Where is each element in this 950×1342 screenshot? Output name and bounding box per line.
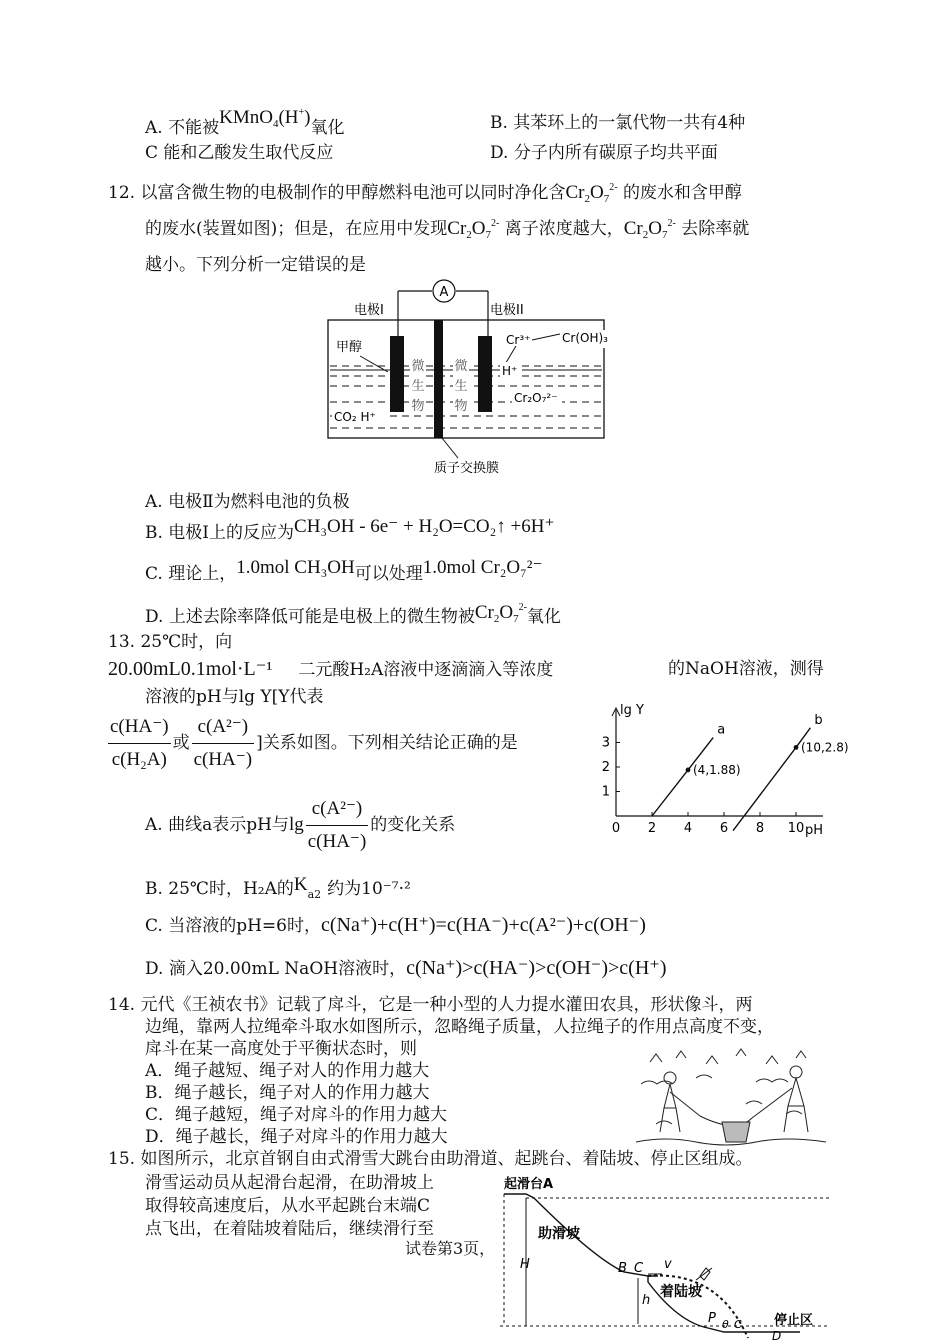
stop-zone-label: 停止区 bbox=[774, 1313, 814, 1328]
svg-text:微: 微 bbox=[411, 359, 425, 374]
series-point-label-a: (4,1.88) bbox=[693, 762, 741, 777]
q13-option-b: B. 25℃时，H₂A的$K_{a2}$ 约为10⁻⁷·² bbox=[145, 874, 411, 901]
svg-text:θ: θ bbox=[722, 1318, 729, 1331]
q14-stem-line2: 边绳，靠两人拉绳牵斗取水如图所示，忽略绳子质量，人拉绳子的作用点高度不变， bbox=[145, 1017, 774, 1037]
y-tick-label: 1 bbox=[601, 784, 610, 800]
landing-slope-label: 着陆坡 bbox=[660, 1284, 702, 1300]
q11-option-a: A. 不能被KMnO$_4$(H+)氧化 bbox=[145, 107, 345, 138]
svg-text:P: P bbox=[708, 1311, 716, 1326]
series-point-a bbox=[686, 768, 691, 773]
svg-text:H: H bbox=[520, 1257, 530, 1272]
start-platform-label: 起滑台A bbox=[504, 1177, 554, 1192]
q13-stem-line4: $\frac{c(HA^-)}{\text{c(H₂A)}}$ 或 $\frac{\text{c(A²⁻)}}{c(HA^-)}$ ]关系如图。下列相关结论正确的是 bbox=[106, 712, 518, 775]
croh3-label: Cr(OH)₃ bbox=[562, 331, 608, 345]
series-point-b bbox=[794, 745, 799, 750]
series-name-a: a bbox=[717, 722, 726, 738]
q13-stem-line3: 溶液的pH与lg Y[Y代表 bbox=[145, 687, 324, 707]
electrode1-label: 电极I bbox=[354, 303, 384, 318]
q13-stem-line1: 13. 25℃时，向 bbox=[108, 632, 233, 652]
svg-text:生: 生 bbox=[411, 379, 425, 394]
co2-h-label: CO₂ H⁺ bbox=[334, 410, 376, 424]
svg-text:微: 微 bbox=[454, 359, 468, 374]
x-tick-label: 2 bbox=[647, 821, 657, 836]
q13-stem-line2: 20.00mL0.1mol·L⁻¹ 二元酸H₂A溶液中逐滴滴入等浓度 bbox=[108, 658, 554, 680]
cr3-label: Cr³⁺ bbox=[506, 333, 531, 347]
proton-exchange-membrane bbox=[434, 320, 443, 438]
q11-option-d: D. 分子内所有碳原子均共平面 bbox=[490, 143, 718, 163]
q15-stem-line2: 滑雪运动员从起滑台起滑，在助滑坡上 bbox=[145, 1173, 434, 1193]
x-tick-label: 10 bbox=[787, 821, 805, 836]
q14-option-d: D．绳子越长，绳子对戽斗的作用力越大 bbox=[145, 1127, 448, 1147]
x-tick-label: 0 bbox=[611, 821, 621, 836]
q12-stem-line3: 越小。下列分析一定错误的是 bbox=[145, 255, 366, 275]
q14-stem-line3: 戽斗在某一高度处于平衡状态时，则 bbox=[145, 1039, 417, 1059]
x-tick-label: 4 bbox=[683, 821, 693, 836]
q14-option-b: B．绳子越长，绳子对人的作用力越大 bbox=[145, 1083, 430, 1103]
dichromate-formula: $Cr_2O_7^{2-}$ bbox=[474, 602, 527, 625]
q11-option-b: B. 其苯环上的一氯代物一共有4种 bbox=[490, 113, 746, 133]
series-point-label-b: (10,2.8) bbox=[801, 740, 849, 755]
q13-option-a: A. 曲线a表示pH与lg $\frac{\text{c(A²⁻)}}{c(HA^-)}$ 的变化关系 bbox=[145, 794, 455, 857]
q12-stem-line1: 12. 以富含微生物的电极制作的甲醇燃料电池可以同时净化含$Cr_2O_7^{2-}$ 的废水和含甲醇 bbox=[108, 182, 742, 205]
q14-stem-line1: 14. 元代《王祯农书》记载了戽斗，它是一种小型的人力提水灌田农具，形状像斗，两 bbox=[108, 995, 753, 1015]
q11-option-c: C 能和乙酸发生取代反应 bbox=[145, 143, 334, 163]
svg-text:C: C bbox=[734, 1318, 742, 1331]
svg-text:物: 物 bbox=[411, 399, 425, 414]
approach-slope-label: 助滑坡 bbox=[538, 1226, 580, 1242]
dichromate-formula: $Cr_2O_7^{2-}$ bbox=[565, 182, 618, 205]
svg-text:h: h bbox=[642, 1293, 651, 1308]
ph-lgy-chart bbox=[596, 672, 862, 842]
q12-stem-line2: 的废水(装置如图)；但是，在应用中发现$Cr_2O_7^{2-}$ 离子浓度越大，$Cr_2O_7^{2-}$ 去除率就 bbox=[145, 218, 750, 241]
y-tick-label: 2 bbox=[601, 760, 610, 775]
membrane-label: 质子交换膜 bbox=[434, 461, 500, 476]
electrode2-label: 电极II bbox=[490, 303, 524, 318]
y-axis-label: lg Y bbox=[620, 703, 644, 718]
q13-option-d: D. 滴入20.00mL NaOH溶液时，c(Na⁺)>c(HA⁻)>c(OH⁻)>c(H⁺) bbox=[145, 957, 667, 979]
series-name-b: b bbox=[814, 712, 823, 728]
svg-text:v: v bbox=[664, 1257, 672, 1272]
q15-stem-line1: 15. 如图所示，北京首钢自由式滑雪大跳台由助滑道、起跳台、着陆坡、停止区组成。 bbox=[108, 1149, 753, 1169]
q12-option-c: C. 理论上，1.0mol CH₃OH可以处理1.0mol Cr₂O₇²⁻ bbox=[145, 557, 543, 584]
fraction-a-ha: $\frac{\text{c(A²⁻)}}{c(HA^-)}$ bbox=[192, 712, 255, 775]
x-tick-label: 6 bbox=[719, 821, 729, 836]
svg-text:B: B bbox=[618, 1261, 627, 1276]
q12-option-d: D. 上述去除率降低可能是电极上的微生物被$Cr_2O_7^{2-}$氧化 bbox=[145, 602, 561, 627]
q14-option-a: A．绳子越短、绳子对人的作用力越大 bbox=[145, 1061, 430, 1081]
series-line-b bbox=[733, 728, 810, 831]
svg-text:C: C bbox=[634, 1261, 644, 1276]
fraction-ha-h2a: $\frac{c(HA^-)}{\text{c(H₂A)}}$ bbox=[108, 712, 171, 775]
electrode1 bbox=[390, 336, 404, 412]
q13-option-c: C. 当溶液的pH=6时，c(Na⁺)+c(H⁺)=c(HA⁻)+c(A²⁻)+c(OH⁻) bbox=[145, 914, 646, 936]
irrigation-bucket-illustration bbox=[636, 1044, 826, 1150]
svg-text:物: 物 bbox=[454, 399, 468, 414]
x-axis-label: pH bbox=[805, 823, 824, 838]
q13-stem-line2-end: 的NaOH溶液，测得 bbox=[668, 659, 824, 679]
skier-icon bbox=[696, 1268, 712, 1280]
x-tick-label: 8 bbox=[755, 821, 765, 836]
ammeter-label: A bbox=[439, 285, 449, 300]
q14-option-c: C．绳子越短，绳子对戽斗的作用力越大 bbox=[145, 1105, 448, 1125]
fuel-cell-diagram bbox=[320, 276, 620, 478]
svg-text:D: D bbox=[772, 1329, 782, 1342]
electrode2 bbox=[478, 336, 492, 412]
q12-option-a: A. 电极Ⅱ为燃料电池的负极 bbox=[145, 492, 350, 512]
svg-text:生: 生 bbox=[454, 379, 468, 394]
cr2o7-label: Cr₂O₇²⁻ bbox=[514, 391, 558, 405]
methanol-label: 甲醇 bbox=[336, 340, 363, 355]
ski-jump-diagram bbox=[500, 1168, 840, 1342]
q12-option-b: B. 电极Ⅰ上的反应为CH₃OH - 6e⁻ + H₂O=CO₂↑ +6H⁺ bbox=[145, 516, 555, 543]
dichromate-formula: $Cr_2O_7^{2-}$ bbox=[447, 218, 500, 241]
q15-stem-line4: 点飞出，在着陆坡着陆后，继续滑行至 bbox=[145, 1219, 434, 1239]
dichromate-formula: $Cr_2O_7^{2-}$ bbox=[623, 218, 676, 241]
h-plus-label: H⁺ bbox=[502, 364, 518, 378]
page-footer: 试卷第3页， bbox=[405, 1239, 496, 1258]
y-tick-label: 3 bbox=[601, 735, 610, 751]
q15-stem-line3: 取得较高速度后，从水平起跳台末端C bbox=[145, 1196, 431, 1216]
